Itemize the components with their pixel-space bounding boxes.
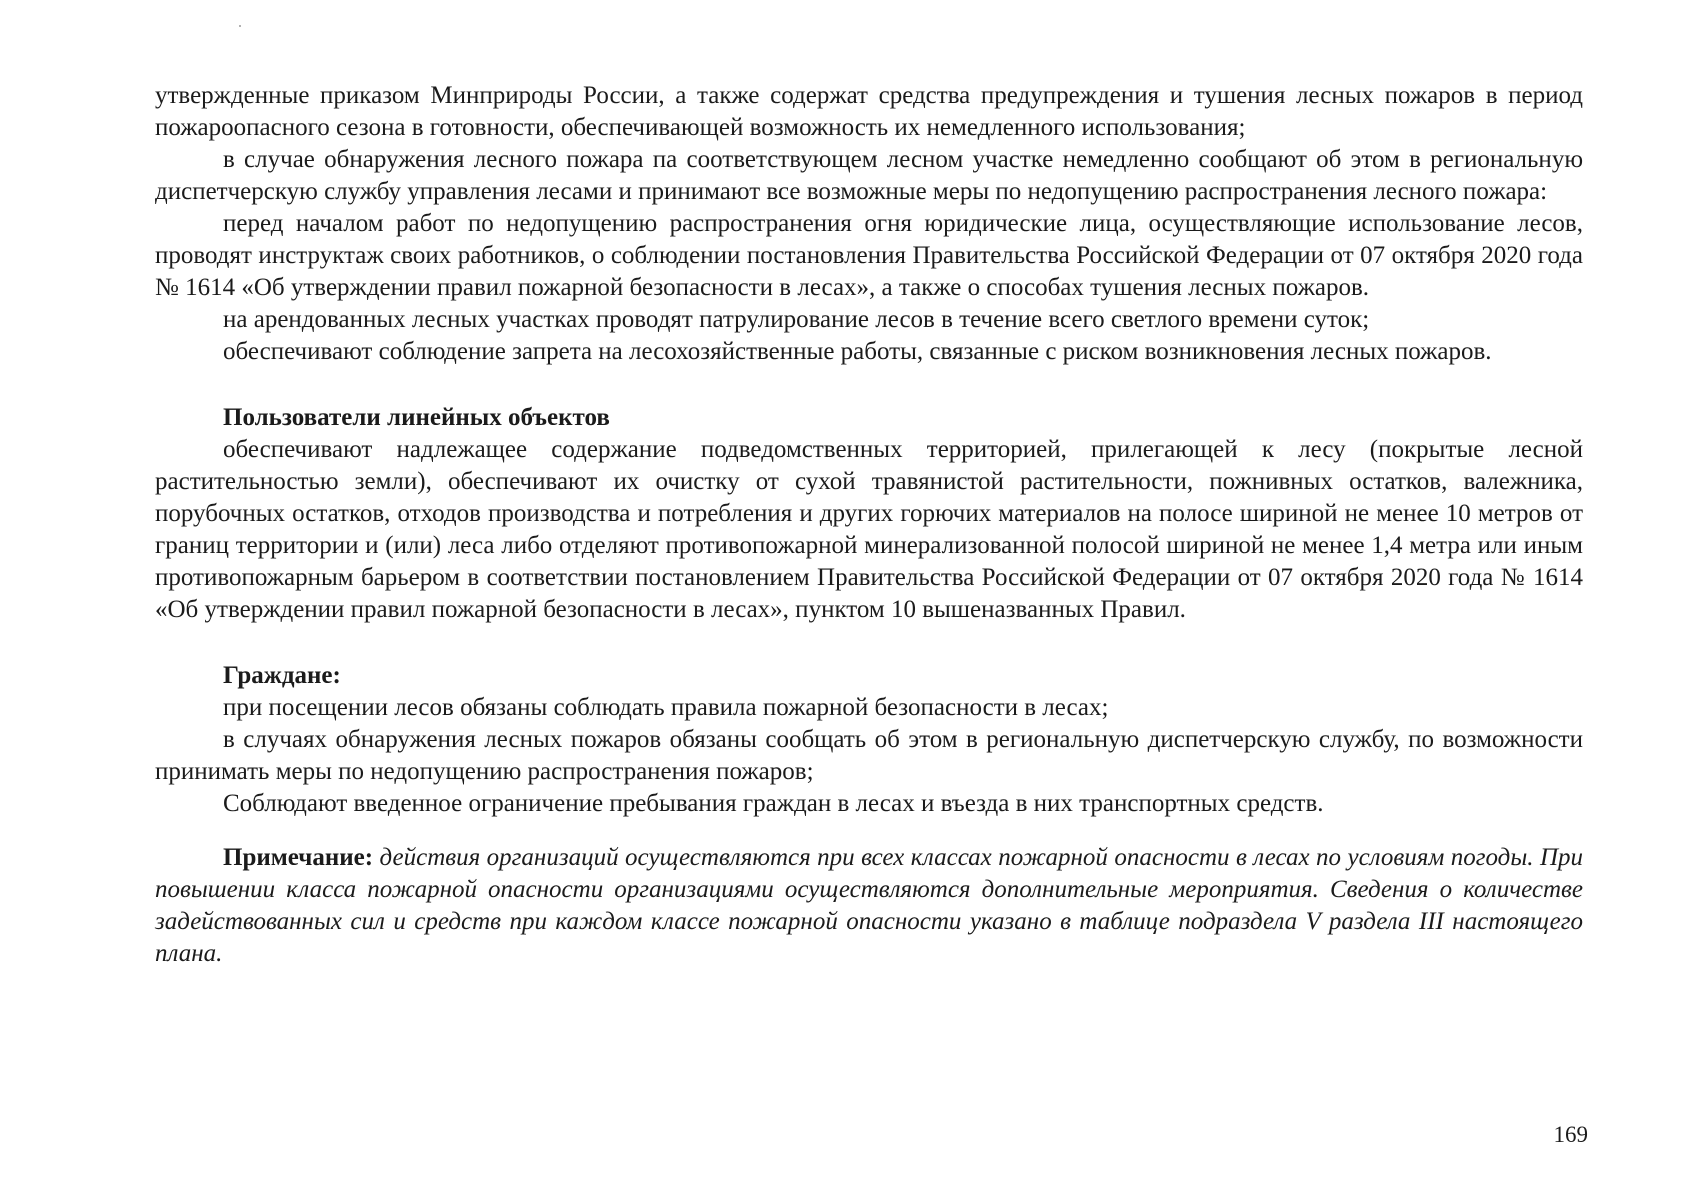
section-intro <box>155 80 1583 368</box>
note-text: действия организаций осуществляются при всех классах пожарной опасности в лесах по условиям погоды. При повышении класса пожарной опасности организациями осуществляются дополнительные мероприятия. Сведения о количестве задействованных сил и средств при каждом классе пожарной опасности указано в таблице подраздела V раздела III настоящего плана. <box>155 844 1584 967</box>
paragraph: на арендованных лесных участках проводят патрулирование лесов в течение всего светлого времени суток; <box>223 306 1370 333</box>
section-linear-objects <box>155 402 1583 626</box>
paragraph: при посещении лесов обязаны соблюдать правила пожарной безопасности в лесах; <box>223 694 1109 721</box>
paragraph: обеспечивают надлежащее содержание подведомственных территорией, прилегающей к лесу (покрытые лесной растительностью земли), обеспечивают их очистку от сухой травянистой растительности, пожнивных остатков, валежника, порубочных остатков, отходов производства и потребления и других горючих материалов на полосе шириной не менее 10 метров от границ территории и (или) леса либо отделяют противопожарной минерализованной полосой шириной не менее 1,4 метра или иным противопожарным барьером в соответствии постановлением Правительства Российской Федерации от 07 октября 2020 года № 1614 «Об утверждении правил пожарной безопасности в лесах», пунктом 10 вышеназванных Правил. <box>155 436 1583 623</box>
section-citizens <box>155 660 1583 820</box>
paragraph: в случае обнаружения лесного пожара па соответствующем лесном участке немедленно сообщают об этом в региональную диспетчерскую службу управления лесами и принимают все возможные меры по недопущению распространения лесного пожара: <box>155 146 1583 205</box>
note-paragraph <box>155 842 1583 970</box>
section-heading: Пользователи линейных объектов <box>223 404 610 431</box>
paragraph: Соблюдают введенное ограничение пребывания граждан в лесах и въезда в них транспортных средств. <box>223 790 1324 817</box>
page-number: 169 <box>1553 1122 1588 1147</box>
section-spacer <box>155 626 1583 660</box>
paragraph: перед началом работ по недопущению распространения огня юридические лица, осуществляющие использование лесов, проводят инструктаж своих работников, о соблюдении постановления Правительства Российской Федерации от 07 октября 2020 года № 1614 «Об утверждении правил пожарной безопасности в лесах», а также о способах тушения лесных пожаров. <box>155 210 1583 301</box>
document-page <box>155 80 1583 970</box>
paragraph: утвержденные приказом Минприроды России, а также содержат средства предупреждения и тушения лесных пожаров в период пожароопасного сезона в готовности, обеспечивающей возможность их немедленного использования; <box>155 82 1583 141</box>
paragraph: обеспечивают соблюдение запрета на лесохозяйственные работы, связанные с риском возникновения лесных пожаров. <box>223 338 1492 365</box>
scan-artifact-dot <box>239 25 241 27</box>
note-label: Примечание: <box>223 844 374 871</box>
section-spacer <box>155 820 1583 842</box>
paragraph: в случаях обнаружения лесных пожаров обязаны сообщать об этом в региональную диспетчерскую службу, по возможности принимать меры по недопущению распространения пожаров; <box>155 726 1583 785</box>
section-heading: Граждане: <box>223 662 341 689</box>
section-spacer <box>155 368 1583 402</box>
